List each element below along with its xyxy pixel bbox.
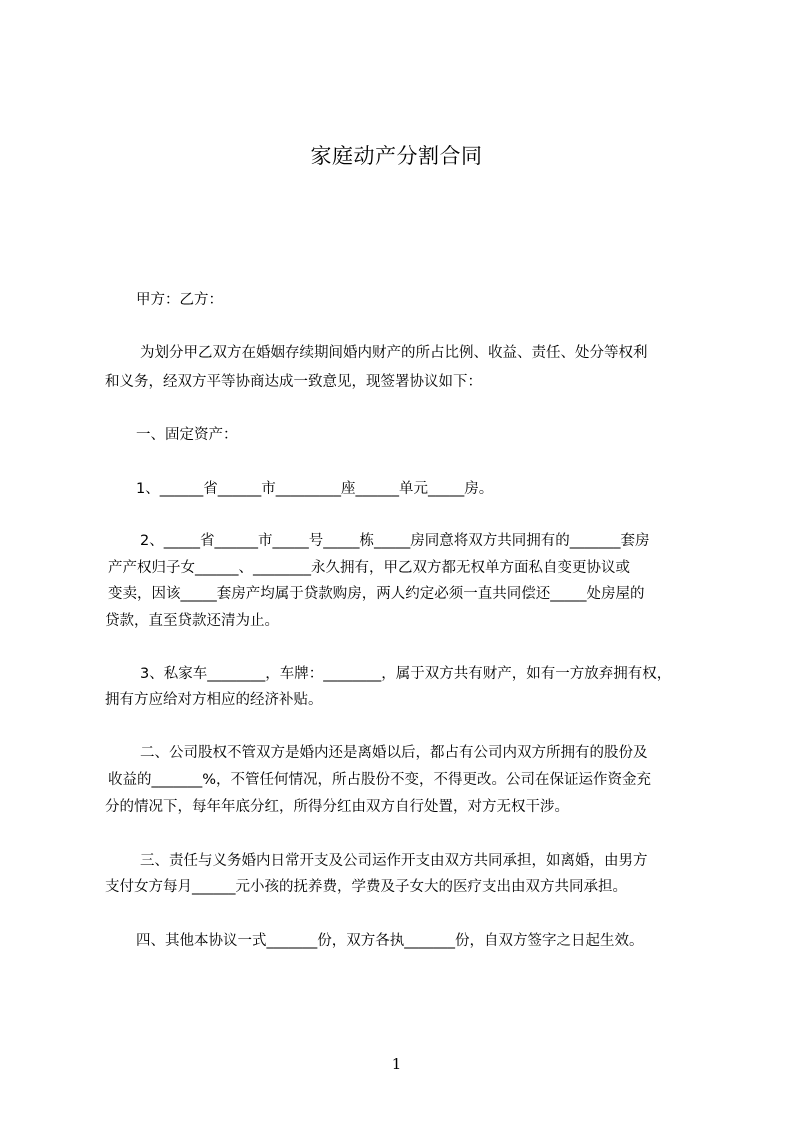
- preamble-line-1: 为划分甲乙双方在婚姻存续期间婚内财产的所占比例、收益、责任、处分等权利: [140, 345, 648, 361]
- section-2-line-1: 二、公司股权不管双方是婚内还是离婚以后，都占有公司内双方所拥有的股份及: [140, 745, 648, 761]
- item-3-line-2: 拥有方应给对方相应的经济补贴。: [105, 692, 323, 708]
- item-1-line: 1、______省______市_________座______单元_____房。: [136, 481, 494, 497]
- item-2-line-2: 产产权归子女______、________永久拥有，甲乙双方都无权单方面私自变更协议或: [108, 560, 630, 576]
- document-title: 家庭动产分割合同: [310, 144, 483, 168]
- section-2-line-3: 分的情况下，每年年底分红，所得分红由双方自行处置，对方无权干涉。: [105, 799, 569, 815]
- section-4-line: 四、其他本协议一式_______份，双方各执_______份，自双方签字之日起生效。: [136, 933, 644, 949]
- item-2-line-3: 变卖，因该_____套房产均属于贷款购房，两人约定必须一直共同偿还_____处房屋的: [108, 586, 645, 602]
- section-3-line-1: 三、责任与义务婚内日常开支及公司运作开支由双方共同承担，如离婚，由男方: [140, 853, 648, 869]
- parties-line: 甲方：乙方：: [136, 292, 223, 308]
- item-2-line-4: 贷款，直至贷款还清为止。: [105, 613, 279, 629]
- preamble-line-2: 和义务，经双方平等协商达成一致意见，现签署协议如下：: [105, 374, 482, 390]
- section-2-line-2: 收益的_______%，不管任何情况，所占股份不变，不得更改。公司在保证运作资金充: [108, 772, 652, 788]
- item-2-line-1: 2、_____省______市_____号_____栋_____房同意将双方共同拥有的_______套房: [140, 533, 650, 549]
- item-3-line-1: 3、私家车________，车牌：________，属于双方共有财产，如有一方放弃拥有权，: [140, 666, 672, 682]
- section-3-line-2: 支付女方每月______元小孩的抚养费，学费及子女大的医疗支出由双方共同承担。: [105, 879, 627, 895]
- page-number: 1: [391, 1055, 402, 1073]
- section-1-heading: 一、固定资产：: [136, 427, 238, 443]
